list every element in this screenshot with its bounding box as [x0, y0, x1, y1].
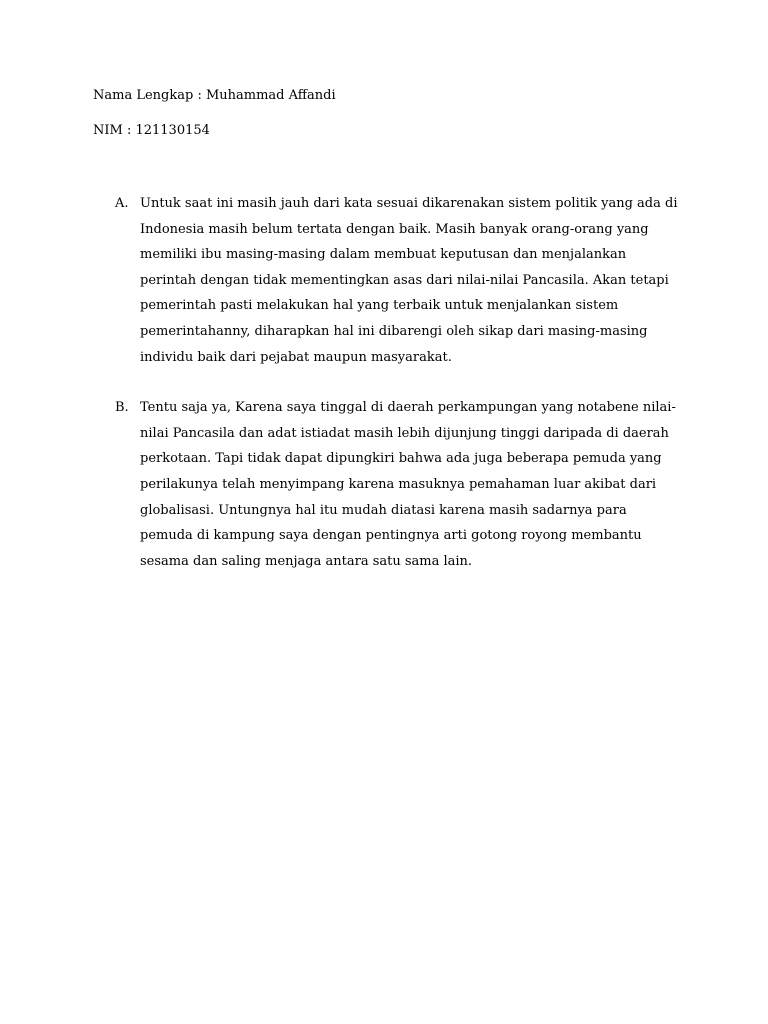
answer-item-b [115, 395, 675, 574]
paragraph-line: globalisasi. Untungnya hal itu mudah diatasi karena masih sadarnya para [140, 502, 627, 518]
answer-marker: A. [115, 196, 129, 211]
paragraph-line: perilakunya telah menyimpang karena masuknya pemahaman luar akibat dari [140, 476, 657, 492]
student-id-line: NIM : 121130154 [93, 123, 210, 138]
paragraph-line: Indonesia masih belum tertata dengan baik. Masih banyak orang-orang yang [140, 221, 649, 237]
paragraph-line: pemerintah pasti melakukan hal yang terbaik untuk menjalankan sistem [140, 298, 619, 314]
student-name-line: Nama Lengkap : Muhammad Affandi [93, 88, 336, 103]
answer-marker: B. [115, 400, 129, 416]
paragraph-line: pemerintahanny, diharapkan hal ini dibarengi oleh sikap dari masing-masing [140, 323, 648, 339]
paragraph-line: individu baik dari pejabat maupun masyarakat. [140, 349, 452, 365]
paragraph-line: Untuk saat ini masih jauh dari kata sesuai dikarenakan sistem politik yang ada di [140, 196, 678, 211]
paragraph-line: Tentu saja ya, Karena saya tinggal di daerah perkampungan yang notabene nilai- [140, 400, 676, 416]
answer-item-a [115, 191, 678, 370]
paragraph-line: perkotaan. Tapi tidak dapat dipungkiri bahwa ada juga beberapa pemuda yang [140, 451, 662, 467]
paragraph-line: memiliki ibu masing-masing dalam membuat keputusan dan menjalankan [140, 247, 627, 263]
paragraph-line: sesama dan saling menjaga antara satu sama lain. [140, 553, 473, 569]
answer-paragraph [140, 395, 675, 574]
answer-paragraph [140, 191, 678, 370]
paragraph-line: pemuda di kampung saya dengan pentingnya arti gotong royong membantu [140, 528, 642, 544]
paragraph-line: perintah dengan tidak mementingkan asas dari nilai-nilai Pancasila. Akan tetapi [140, 272, 669, 288]
paragraph-line: nilai Pancasila dan adat istiadat masih lebih dijunjung tinggi daripada di daerah [140, 425, 669, 441]
answer-list [115, 191, 678, 574]
